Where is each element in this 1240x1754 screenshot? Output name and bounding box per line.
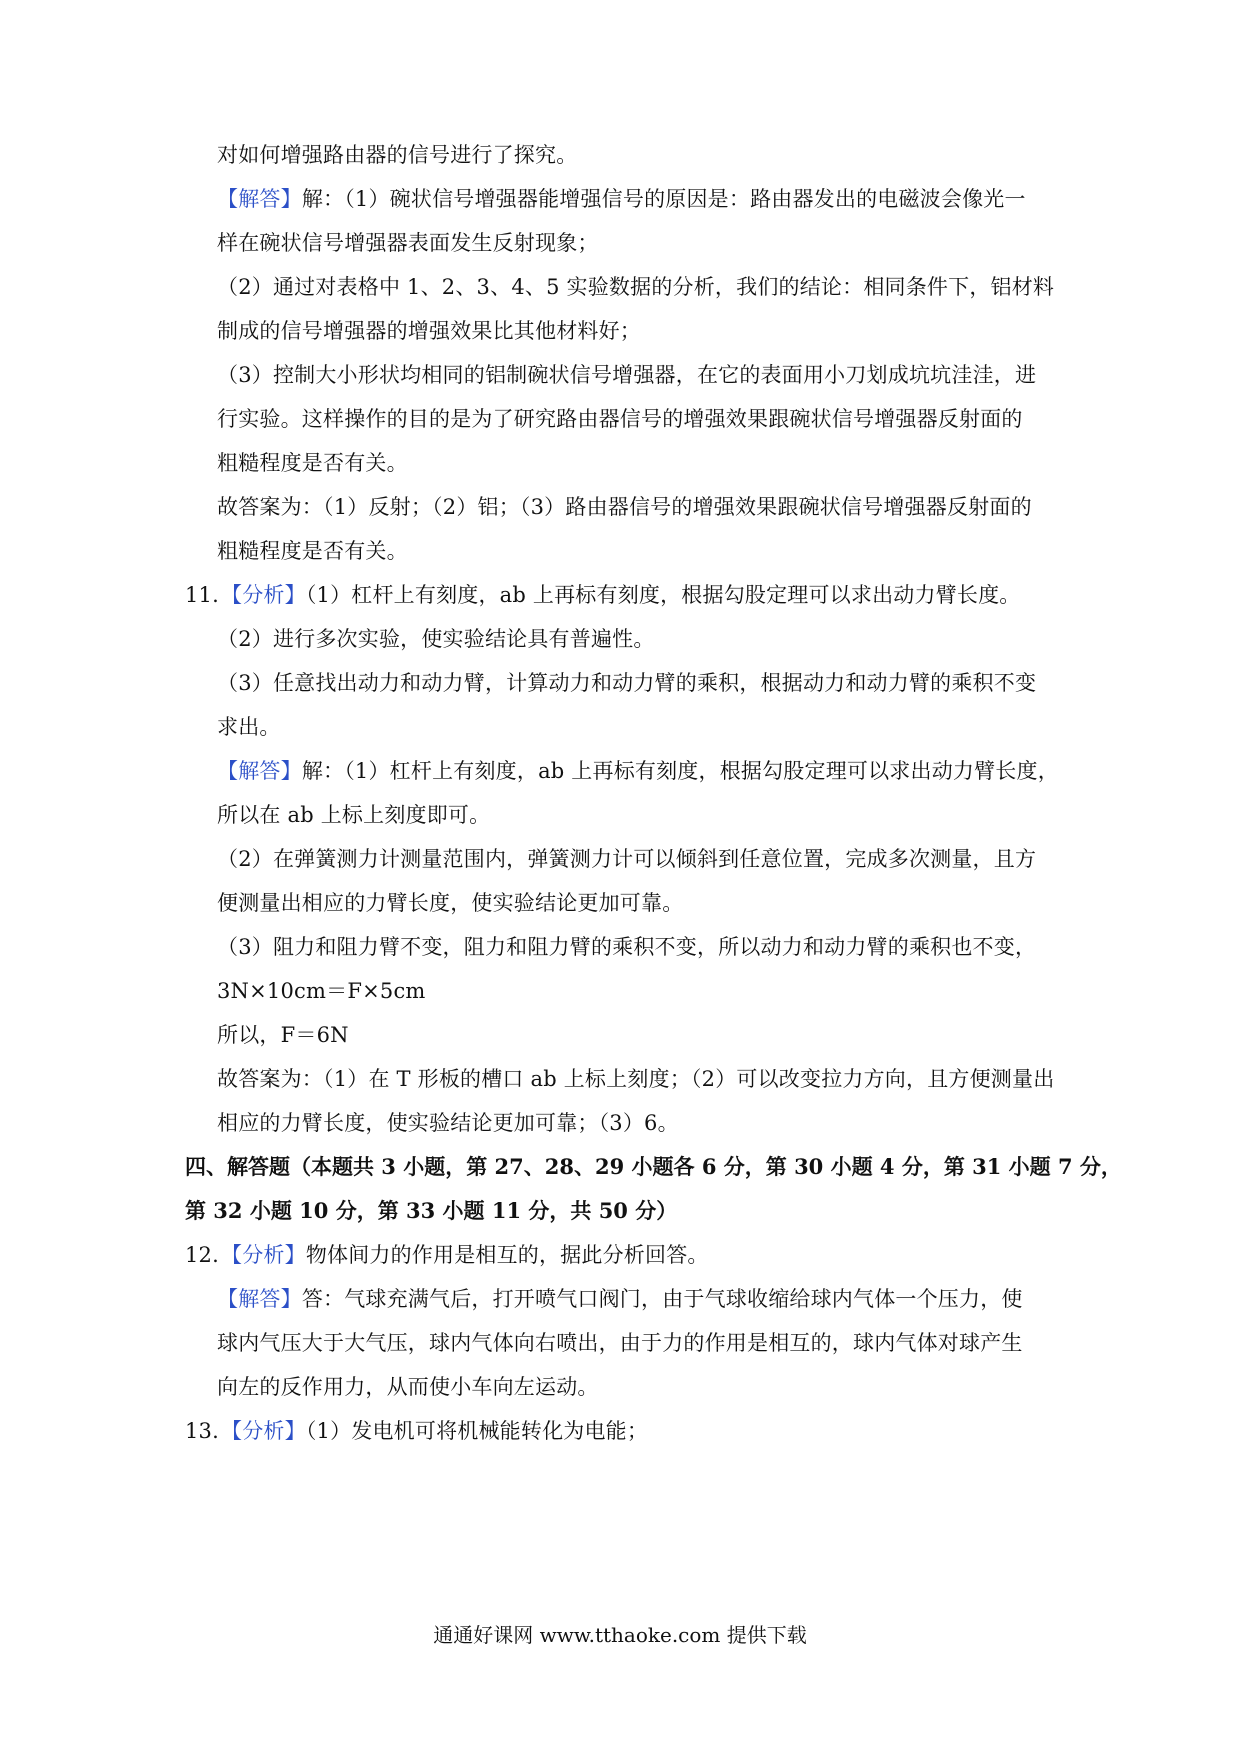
text-line [217, 360, 1036, 390]
text-line [217, 448, 408, 478]
text-line [217, 492, 1032, 522]
line-text: （1）杠杆上有刻度，ab 上再标有刻度，根据勾股定理可以求出动力臂长度。 [305, 583, 1021, 607]
line-text: 3N×10cm＝F×5cm [217, 979, 426, 1003]
text-line [217, 536, 408, 566]
text-line [217, 404, 1023, 434]
text-line [217, 844, 1036, 874]
text-line [217, 1108, 679, 1138]
text-line [217, 316, 641, 346]
line-text: 样在碗状信号增强器表面发生反射现象； [217, 231, 599, 255]
section-title-continued [185, 1196, 677, 1226]
line-text: 向左的反作用力，从而使小车向左运动。 [217, 1375, 599, 1399]
formula-line [217, 976, 426, 1006]
question-13-heading [185, 1416, 648, 1446]
line-text: （3）控制大小形状均相同的铝制碗状信号增强器，在它的表面用小刀划成坑坑洼洼，进 [217, 363, 1037, 387]
line-text: 球内气压大于大气压，球内气体向右喷出，由于力的作用是相互的，球内气体对球产生 [217, 1331, 1023, 1355]
line-text: 对如何增强路由器的信号进行了探究。 [217, 143, 578, 167]
section-title-text: 第 32 小题 10 分，第 33 小题 11 分，共 50 分） [185, 1198, 678, 1223]
line-text: 求出。 [217, 715, 281, 739]
formula-line [217, 1020, 349, 1050]
text-line [217, 668, 1036, 698]
line-text: 解：（1）碗状信号增强器能增强信号的原因是：路由器发出的电磁波会像光一 [301, 187, 1026, 211]
line-text: 便测量出相应的力臂长度，使实验结论更加可靠。 [217, 891, 684, 915]
text-line [217, 712, 281, 742]
question-11-heading [185, 580, 1021, 610]
text-line [217, 1372, 599, 1402]
line-text: （3）阻力和阻力臂不变，阻力和阻力臂的乘积不变，所以动力和动力臂的乘积也不变， [217, 935, 1037, 959]
analysis-tag: 【分析】 [221, 1243, 306, 1267]
answer-line [217, 184, 1026, 214]
text-line [217, 624, 655, 654]
analysis-tag: 【分析】 [221, 583, 306, 607]
analysis-tag: 【分析】 [221, 1419, 306, 1443]
line-text: （3）任意找出动力和动力臂，计算动力和动力臂的乘积，根据动力和动力臂的乘积不变 [217, 671, 1037, 695]
line-text: （2）通过对表格中 1、2、3、4、5 实验数据的分析，我们的结论：相同条件下，铝材料 [217, 275, 1055, 299]
line-text: （2）在弹簧测力计测量范围内，弹簧测力计可以倾斜到任意位置，完成多次测量，且方 [217, 847, 1037, 871]
text-line [217, 1328, 1023, 1358]
text-line [217, 888, 683, 918]
page-footer: 通通好课网 www.tthaoke.com 提供下载 [433, 1623, 807, 1647]
line-text: （1）发电机可将机械能转化为电能； [305, 1419, 649, 1443]
text-line [217, 932, 1036, 962]
answer-line [217, 756, 1059, 786]
line-text: 制成的信号增强器的增强效果比其他材料好； [217, 319, 641, 343]
text-line [217, 140, 577, 170]
line-text: 物体间力的作用是相互的，据此分析回答。 [305, 1243, 709, 1267]
text-line [217, 228, 599, 258]
line-text: 所以，F＝6N [217, 1023, 349, 1047]
line-text: 所以在 ab 上标上刻度即可。 [217, 803, 491, 827]
section-title [185, 1152, 1122, 1182]
section-title-text: 四、解答题（本题共 3 小题，第 27、28、29 小题各 6 分，第 30 小题 4 分，第 31 小题 7 分， [185, 1154, 1122, 1179]
text-line [217, 272, 1054, 302]
line-text: 行实验。这样操作的目的是为了研究路由器信号的增强效果跟碗状信号增强器反射面的 [217, 407, 1023, 431]
answer-tag: 【解答】 [217, 187, 302, 211]
question-number: 12. [185, 1243, 219, 1267]
line-text: 相应的力臂长度，使实验结论更加可靠；（3）6。 [217, 1111, 679, 1135]
answer-tag: 【解答】 [217, 759, 302, 783]
text-line [217, 800, 490, 830]
line-text: 故答案为：（1）在 T 形板的槽口 ab 上标上刻度；（2）可以改变拉力方向，且方便测量出 [217, 1067, 1055, 1091]
text-line [217, 1064, 1054, 1094]
line-text: 故答案为：（1）反射；（2）铝；（3）路由器信号的增强效果跟碗状信号增强器反射面的 [217, 495, 1032, 519]
line-text: 粗糙程度是否有关。 [217, 539, 408, 563]
answer-line [217, 1284, 1023, 1314]
line-text: （2）进行多次实验，使实验结论具有普遍性。 [217, 627, 655, 651]
question-number: 13. [185, 1419, 219, 1443]
line-text: 解：（1）杠杆上有刻度，ab 上再标有刻度，根据勾股定理可以求出动力臂长度， [301, 759, 1059, 783]
answer-tag: 【解答】 [217, 1287, 302, 1311]
question-12-heading [185, 1240, 709, 1270]
line-text: 粗糙程度是否有关。 [217, 451, 408, 475]
line-text: 答：气球充满气后，打开喷气口阀门，由于气球收缩给球内气体一个压力，使 [301, 1287, 1023, 1311]
question-number: 11. [185, 583, 219, 607]
